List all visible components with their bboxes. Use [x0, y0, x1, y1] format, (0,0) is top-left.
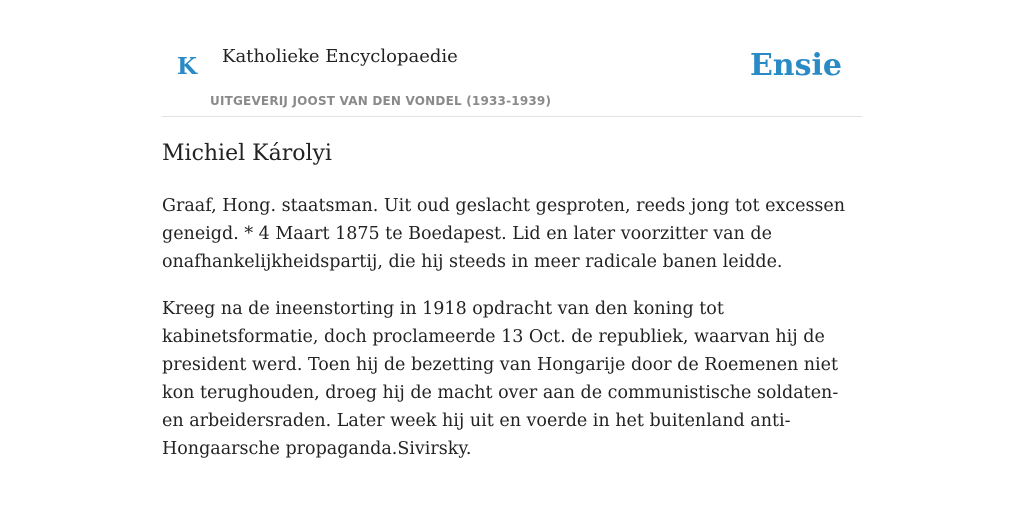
- article-paragraph: Kreeg na de ineenstorting in 1918 opdracht van den koning tot kabinetsformatie, doch proclameerde 13 Oct. de republiek, waarvan hij de president werd. Toen hij de bezetting van Hongarije door de Roemenen niet kon terughouden, droeg hij de macht over aan de communistische soldaten- en arbeidersraden. Later week hij uit en voerde in het buitenland anti-Hongaarsche propaganda.Sivirsky.: [162, 299, 839, 459]
- encyclopedia-logo-link[interactable]: K: [177, 53, 197, 80]
- ensie-logo-link[interactable]: Ensie: [749, 48, 842, 83]
- encyclopedia-title: Katholieke Encyclopaedie: [222, 46, 458, 67]
- header: [162, 0, 862, 117]
- article-title: Michiel Károlyi: [162, 141, 332, 166]
- publisher-label: UITGEVERIJ JOOST VAN DEN VONDEL (1933-1939): [210, 94, 552, 108]
- article-paragraph: Graaf, Hong. staatsman. Uit oud geslacht gesproten, reeds jong tot excessen geneigd. * 4 Maart 1875 te Boedapest. Lid en later voorzitter van de onafhankelijkheidspartij, die hij steeds in meer radicale banen leidde.: [162, 196, 846, 272]
- article-body: [162, 192, 862, 482]
